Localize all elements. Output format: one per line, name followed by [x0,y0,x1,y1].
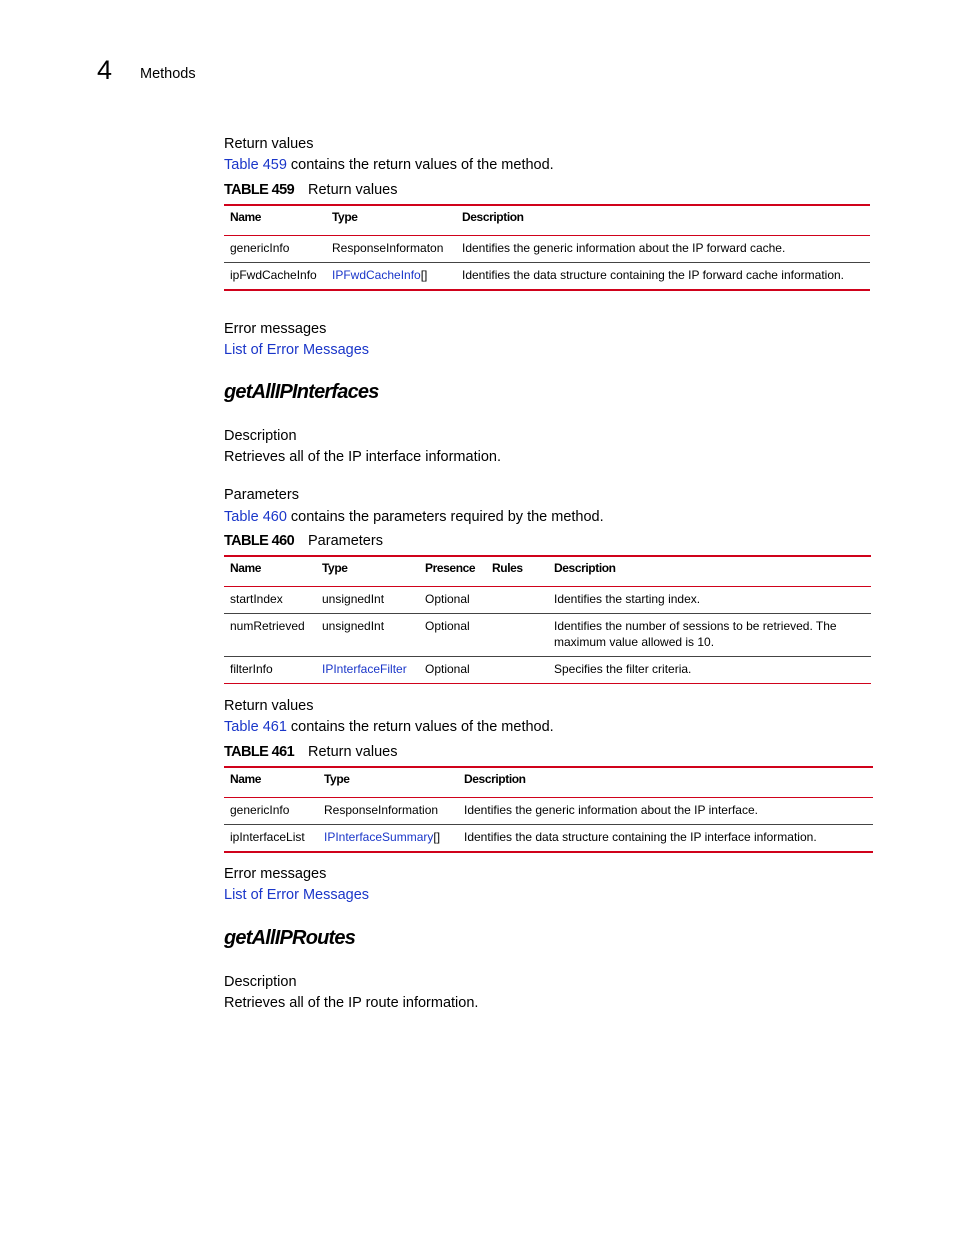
chapter-number: 4 [97,55,113,85]
cell-rules [486,614,548,657]
column-header: Presence [419,556,486,587]
error-messages-heading: Error messages [224,866,327,882]
cell-name: genericInfo [224,236,326,263]
column-header: Rules [486,556,548,587]
chapter-title: Methods [140,66,196,82]
table-460-link[interactable]: Table 460 [224,509,287,525]
cell-type: IPInterfaceSummary[] [318,825,458,853]
table-459-caption [224,182,524,198]
description-heading: Description [224,428,297,444]
cell-type: ResponseInformaton [326,236,456,263]
cell-name: numRetrieved [224,614,316,657]
table-row [224,798,873,825]
table-row [224,657,871,684]
parameters-intro: Table 460 contains the parameters required by the method. [224,509,604,525]
method-title: getAllIPRoutes [224,927,356,949]
table-row [224,263,870,291]
cell-type [316,657,419,684]
column-header: Description [548,556,871,587]
table-461-caption [224,744,524,760]
column-header: Type [316,556,419,587]
method-title: getAllIPInterfaces [224,381,379,403]
parameters-heading: Parameters [224,487,299,503]
type-link[interactable]: IPFwdCacheInfo [332,268,421,282]
table-row [224,236,870,263]
cell-name: genericInfo [224,798,318,825]
cell-type: ResponseInformation [318,798,458,825]
column-header: Description [458,767,873,798]
table-number: TABLE 459 [224,182,295,198]
table-461-link[interactable]: Table 461 [224,719,287,735]
error-messages-link[interactable]: List of Error Messages [224,342,370,358]
column-header: Name [224,767,318,798]
cell-description: Identifies the data structure containing the IP forward cache information. [456,263,870,291]
type-link[interactable]: IPInterfaceFilter [322,662,407,676]
error-messages-heading: Error messages [224,321,327,337]
table-459 [224,204,870,291]
return-values-heading: Return values [224,136,314,152]
cell-rules [486,657,548,684]
table-461 [224,766,873,853]
cell-type: unsignedInt [316,614,419,657]
cell-type: unsignedInt [316,587,419,614]
cell-name: filterInfo [224,657,316,684]
column-header: Description [456,205,870,236]
table-460-caption [224,533,524,549]
column-header: Name [224,205,326,236]
cell-description: Specifies the filter criteria. [548,657,871,684]
cell-description: Identifies the starting index. [548,587,871,614]
cell-rules [486,587,548,614]
return-values-heading: Return values [224,698,314,714]
column-header: Type [318,767,458,798]
table-title: Return values [308,182,398,198]
cell-description: Identifies the data structure containing the IP interface information. [458,825,873,853]
cell-description: Identifies the number of sessions to be retrieved. The maximum value allowed is 10. [548,614,871,657]
cell-presence: Optional [419,657,486,684]
table-title: Return values [308,744,398,760]
cell-presence: Optional [419,587,486,614]
table-row [224,587,871,614]
cell-name: ipInterfaceList [224,825,318,853]
table-number: TABLE 460 [224,533,295,549]
cell-name: startIndex [224,587,316,614]
return-values-intro: Table 461 contains the return values of the method. [224,719,554,735]
cell-description: Identifies the generic information about the IP interface. [458,798,873,825]
cell-description: Identifies the generic information about the IP forward cache. [456,236,870,263]
table-title: Parameters [308,533,383,549]
description-text: Retrieves all of the IP route information. [224,995,479,1011]
table-row [224,825,873,853]
table-459-link[interactable]: Table 459 [224,157,287,173]
cell-name: ipFwdCacheInfo [224,263,326,291]
type-link[interactable]: IPInterfaceSummary [324,830,434,844]
cell-type: IPFwdCacheInfo[] [326,263,456,291]
column-header: Type [326,205,456,236]
table-460 [224,555,871,684]
column-header: Name [224,556,316,587]
cell-presence: Optional [419,614,486,657]
return-values-intro: Table 459 contains the return values of the method. [224,157,554,173]
table-row [224,614,871,657]
error-messages-link[interactable]: List of Error Messages [224,887,370,903]
description-text: Retrieves all of the IP interface information. [224,449,501,465]
description-heading: Description [224,974,297,990]
table-number: TABLE 461 [224,744,295,760]
